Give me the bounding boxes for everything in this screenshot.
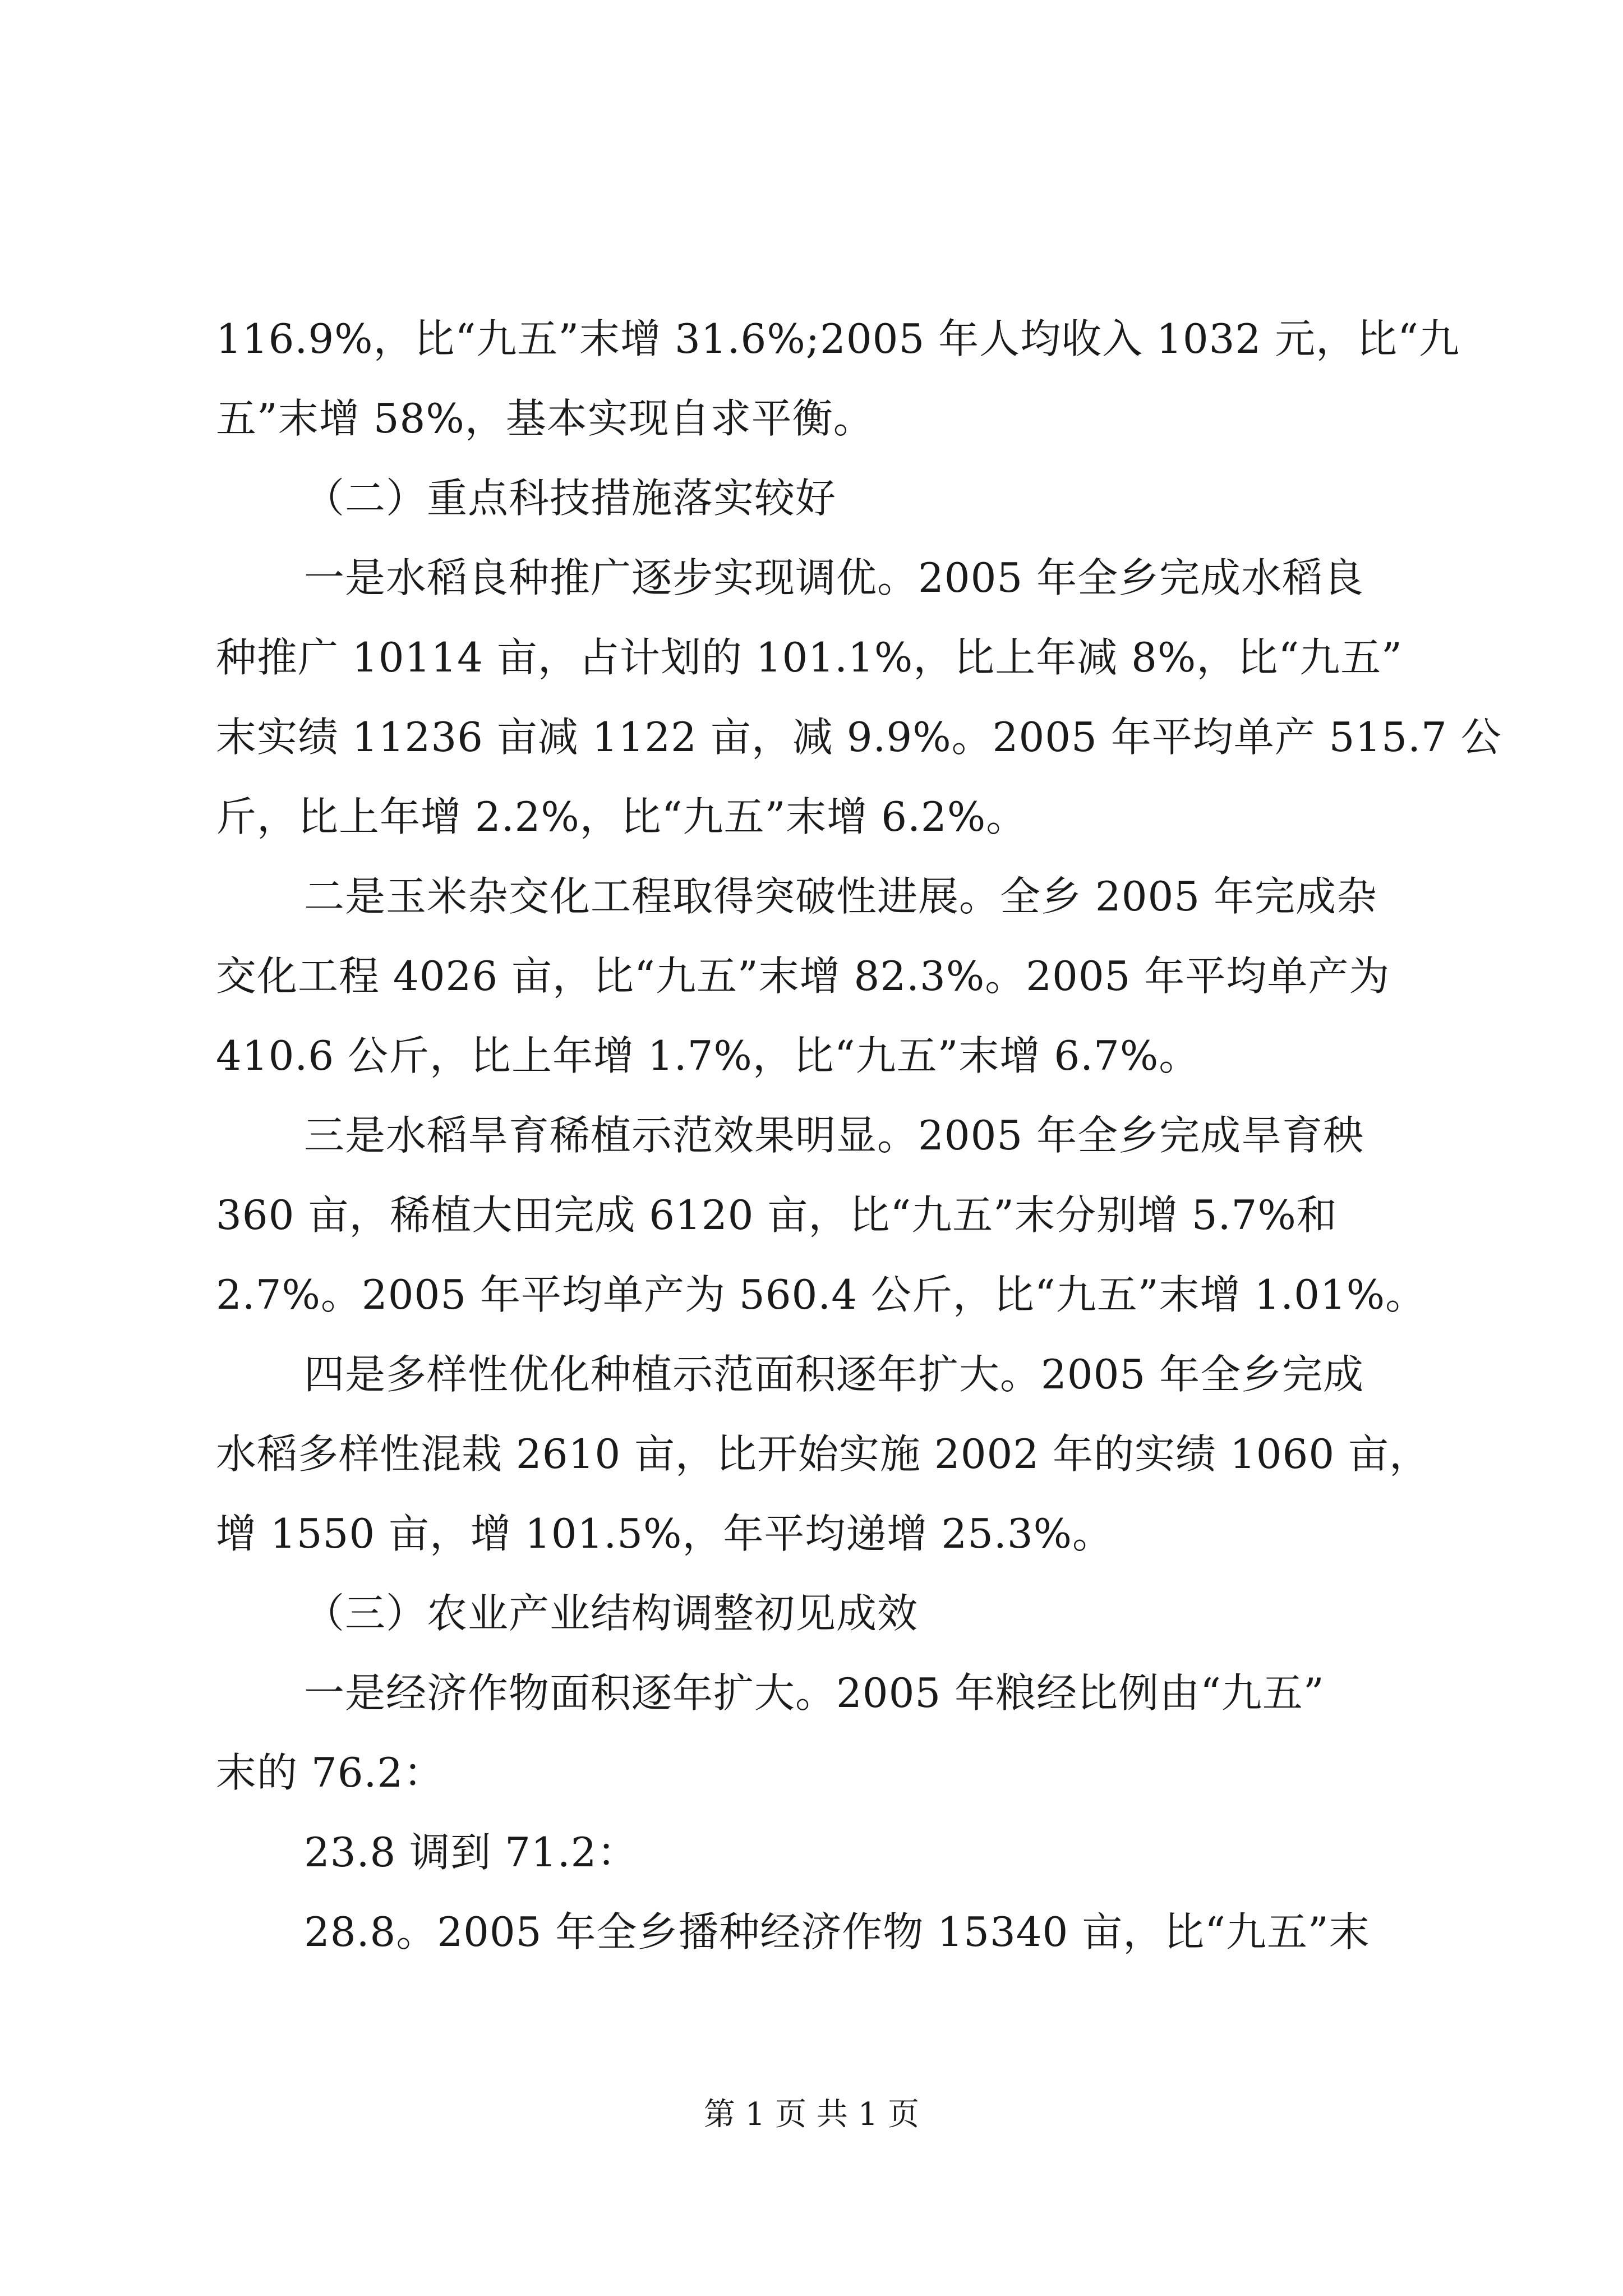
text-line: 三是水稻旱育稀植示范效果明显。2005 年全乡完成旱育秧	[304, 1112, 1364, 1159]
text-line: 末实绩 11236 亩减 1122 亩，减 9.9%。2005 年平均单产 515.7 公	[216, 714, 1502, 761]
section-heading: （三）农业产业结构调整初见成效	[304, 1590, 919, 1637]
section-heading: （二）重点科技措施落实较好	[304, 475, 837, 522]
text-line: 水稻多样性混栽 2610 亩，比开始实施 2002 年的实绩 1060 亩，	[216, 1430, 1431, 1478]
text-line: 23.8 调到 71.2：	[304, 1829, 638, 1876]
text-line: 二是玉米杂交化工程取得突破性进展。全乡 2005 年完成杂	[304, 873, 1378, 920]
text-line: 28.8。2005 年全乡播种经济作物 15340 亩，比“九五”末	[304, 1908, 1370, 1955]
text-line: 末的 76.2：	[216, 1749, 445, 1796]
text-line: 116.9%，比“九五”末增 31.6%;2005 年人均收入 1032 元，比“九	[216, 315, 1460, 362]
document-body	[216, 299, 1502, 1972]
text-line: 一是水稻良种推广逐步实现调优。2005 年全乡完成水稻良	[304, 554, 1364, 601]
text-line: 410.6 公斤，比上年增 1.7%，比“九五”末增 6.7%。	[216, 1032, 1200, 1079]
text-line: 2.7%。2005 年平均单产为 560.4 公斤，比“九五”末增 1.01%。	[216, 1271, 1427, 1318]
text-line: 四是多样性优化种植示范面积逐年扩大。2005 年全乡完成	[304, 1351, 1364, 1398]
text-line: 增 1550 亩，增 101.5%，年平均递增 25.3%。	[216, 1510, 1114, 1557]
text-line: 斤，比上年增 2.2%，比“九五”末增 6.2%。	[216, 793, 1027, 840]
text-line: 360 亩，稀植大田完成 6120 亩，比“九五”末分别增 5.7%和	[216, 1191, 1338, 1239]
text-line: 一是经济作物面积逐年扩大。2005 年粮经比例由“九五”	[304, 1669, 1325, 1717]
text-line: 种推广 10114 亩，占计划的 101.1%，比上年减 8%，比“九五”	[216, 634, 1403, 681]
page-number-footer: 第 1 页 共 1 页	[703, 2096, 920, 2133]
text-line: 五”末增 58%，基本实现自求平衡。	[216, 395, 874, 442]
text-line: 交化工程 4026 亩，比“九五”末增 82.3%。2005 年平均单产为	[216, 953, 1390, 1000]
